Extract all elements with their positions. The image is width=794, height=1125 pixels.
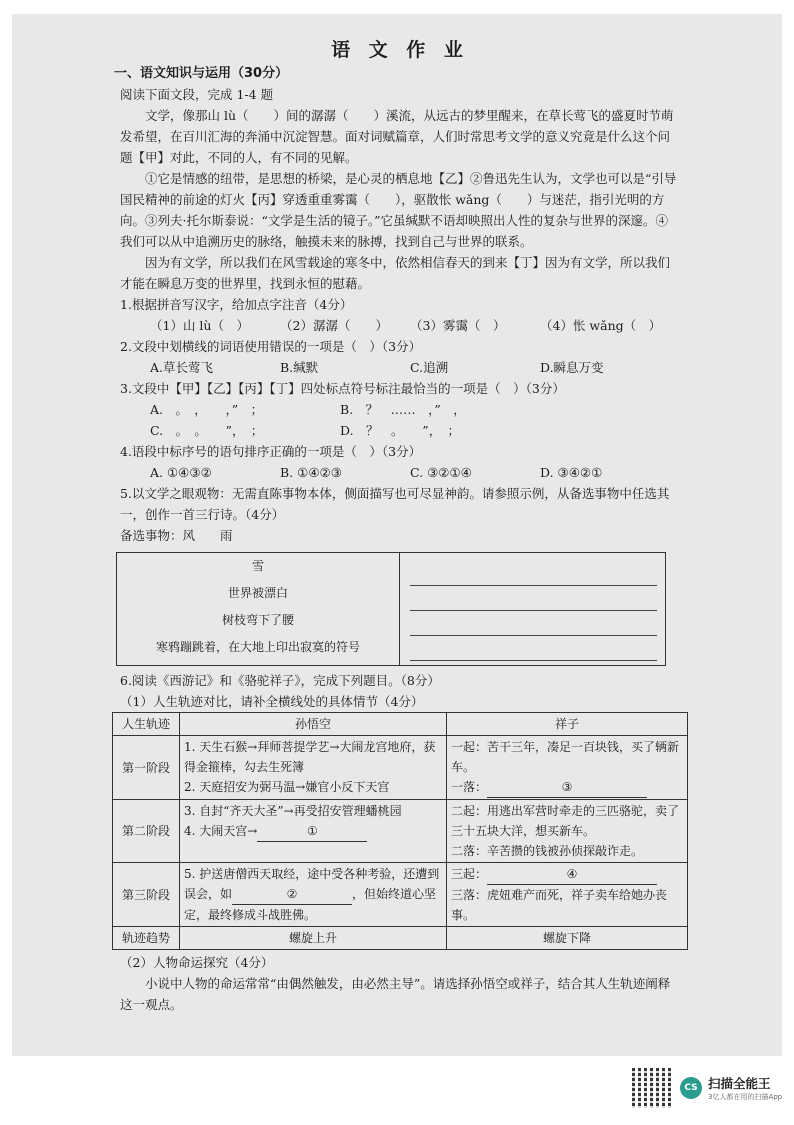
stage-cell: 第二阶段: [113, 800, 180, 863]
wukong-cell: [180, 736, 447, 800]
brand-text: [708, 1074, 782, 1102]
option-d: D. ③④②①: [540, 465, 603, 480]
answer-line[interactable]: [410, 561, 657, 586]
plot-item: 三起： ④: [451, 864, 683, 885]
question-4-options: [120, 462, 680, 483]
poem-box: [116, 552, 666, 666]
wukong-cell: [180, 800, 447, 863]
option-b: B.缄默: [280, 360, 319, 375]
question-4-stem: 4.语段中标序号的语句排序正确的一项是（ ）（3分）: [120, 444, 422, 459]
stage-cell: 第三阶段: [113, 863, 180, 927]
plot-item: 三落：虎妞难产而死，祥子卖车给她办丧事。: [451, 888, 668, 922]
plot-item: 二起：用逃出军营时牵走的三匹骆驼，卖了三十五块大洋，想买新车。: [451, 804, 680, 838]
option: （3）雾霭（ ）: [410, 318, 506, 333]
option: （4）怅 wǎng（ ）: [540, 318, 662, 333]
camscanner-logo: CS: [680, 1077, 702, 1099]
option-c: C. 。 。 ”， ；: [150, 423, 264, 438]
question-1-stem: 1.根据拼音写汉字，给加点字注音（4分）: [120, 297, 353, 312]
table-row: [113, 863, 688, 927]
answer-line[interactable]: [410, 611, 657, 636]
plot-item: 3. 自封“齐天大圣”→再受招安管理蟠桃园: [184, 804, 402, 818]
trajectory-table: [112, 712, 688, 950]
blank-4[interactable]: ④: [487, 864, 657, 885]
brand-slogan: 3亿人都在用的扫描App: [708, 1093, 783, 1101]
scanner-watermark: [632, 1068, 782, 1108]
question-2-stem: 2.文段中划横线的词语使用错误的一项是（ ）（3分）: [120, 339, 422, 354]
header-cell: 孙悟空: [180, 713, 447, 736]
poem-line: 世界被漂白: [227, 586, 288, 600]
option-b: B. ？ …… ，” ，: [340, 402, 466, 417]
blank-1[interactable]: ①: [257, 821, 367, 842]
option-a: A.草长莺飞: [150, 360, 214, 375]
table-row: [113, 800, 688, 863]
wukong-cell: [180, 863, 447, 927]
plot-item: 二落：辛苦攒的钱被孙侦探敲诈走。: [451, 844, 644, 858]
question-3-options-row1: [120, 399, 680, 420]
qr-code-icon: [632, 1068, 672, 1108]
plot-item: 5. 护送唐僧西天取经，途中受各种考验，还遭到误会，如 ② ，但始终道心坚定，最终修成斗战胜佛。: [184, 867, 440, 922]
xiangzi-cell: [447, 800, 688, 863]
blank-3[interactable]: ③: [487, 777, 647, 798]
question-5-candidates: 备选事物：风 雨: [120, 528, 233, 543]
poem-line: 寒鸦蹦跳着，在大地上印出寂寞的符号: [155, 640, 360, 654]
option-c: C.追溯: [410, 360, 449, 375]
option-c: C. ③②①④: [410, 465, 472, 480]
question-6-sub1: （1）人生轨迹对比，请补全横线处的具体情节（4分）: [120, 694, 424, 709]
option-b: B. ①④②③: [280, 465, 342, 480]
plot-item: 一落： ③: [451, 777, 683, 798]
question-5-stem: 5.以文学之眼观物：无需直陈事物本体，侧面描写也可尽显神韵。请参照示例，从备选事物中任选其一，创作一首三行诗。（4分）: [120, 486, 670, 522]
answer-line[interactable]: [410, 586, 657, 611]
poem-line: 雪: [251, 559, 264, 573]
table-row: [113, 927, 688, 950]
question-3-stem: 3.文段中【甲】【乙】【丙】【丁】四处标点符号标注最恰当的一项是（ ）（3分）: [120, 381, 565, 396]
stage-cell: 轨迹趋势: [113, 927, 180, 950]
question-3-options-row2: [120, 420, 680, 441]
trend-cell: 螺旋下降: [447, 927, 688, 950]
table-row: [113, 736, 688, 800]
answer-lines[interactable]: [400, 553, 665, 665]
page-title: 语 文 作 业: [331, 39, 469, 61]
option: （2）潺潺（ ）: [280, 318, 388, 333]
question-6-sub2-text: 小说中人物的命运常常“由偶然触发，由必然主导”。请选择孙悟空或祥子，结合其人生轨迹阐释这一观点。: [120, 976, 671, 1012]
question-1-options: [120, 315, 680, 336]
poem-line: 树枝弯下了腰: [221, 613, 294, 627]
stage-cell: 第一阶段: [113, 736, 180, 800]
xiangzi-cell: [447, 863, 688, 927]
plot-item: 一起：苦干三年，凑足一百块钱，买了辆新车。: [451, 740, 680, 774]
passage-paragraph-1: 文学，像那山 lù（ ）间的潺潺（ ）溪流，从远古的梦里醒来，在草长莺飞的盛夏时节萌发希望，在百川汇海的奔涌中沉淀智慧。面对词赋篇章，人们时常思考文学的意义究竟是什么这个问题【甲】对此，不同的人，有不同的见解。: [120, 108, 674, 165]
plot-item: 2. 天庭招安为弼马温→嫌官小反下天宫: [184, 780, 390, 794]
option-a: A. 。 ， ，” ；: [150, 402, 264, 417]
option-d: D.瞬息万变: [540, 360, 604, 375]
question-6-stem: 6.阅读《西游记》和《骆驼祥子》，完成下列题目。（8分）: [120, 673, 440, 688]
answer-line[interactable]: [410, 636, 657, 661]
homework-document: [114, 39, 680, 1015]
section-heading: 一、语文知识与运用（30分）: [114, 66, 289, 81]
trend-cell: 螺旋上升: [180, 927, 447, 950]
plot-item: 4. 大闹天宫→ ①: [184, 821, 442, 842]
question-2-options: [120, 357, 680, 378]
question-6-sub2: （2）人物命运探究（4分）: [120, 955, 274, 970]
header-cell: 祥子: [447, 713, 688, 736]
xiangzi-cell: [447, 736, 688, 800]
option: （1）山 lù（ ）: [150, 318, 249, 333]
brand-name: 扫描全能王: [708, 1076, 771, 1091]
example-poem: [117, 553, 400, 665]
option-d: D. ？ 。 ”， ；: [340, 423, 460, 438]
header-cell: 人生轨迹: [113, 713, 180, 736]
plot-item: 1. 天生石猴→拜师菩提学艺→大闹龙宫地府，获得金箍棒，勾去生死簿: [184, 740, 436, 774]
reading-instruction: 阅读下面文段，完成 1-4 题: [120, 87, 274, 102]
blank-2[interactable]: ②: [232, 884, 352, 905]
passage-paragraph-2: ①它是情感的纽带，是思想的桥梁，是心灵的栖息地【乙】②鲁迅先生认为，文学也可以是“引导国民精神的前途的灯火【丙】穿透重重雾霭（ ），驱散怅 wǎng（ ）与迷茫，指引光明的方向。③列夫·托尔斯泰说：“文学是生活的镜子。”它虽缄默不语却映照出人性的复杂与世界的深邃。④我们可以从中追溯历史的脉络，触摸未来的脉搏，找到自己与世界的联系。: [120, 171, 677, 249]
passage-paragraph-3: 因为有文学，所以我们在风雪载途的寒冬中，依然相信春天的到来【丁】因为有文学，所以我们才能在瞬息万变的世界里，找到永恒的慰藉。: [120, 255, 671, 291]
option-a: A. ①④③②: [150, 465, 212, 480]
table-header-row: [113, 713, 688, 736]
